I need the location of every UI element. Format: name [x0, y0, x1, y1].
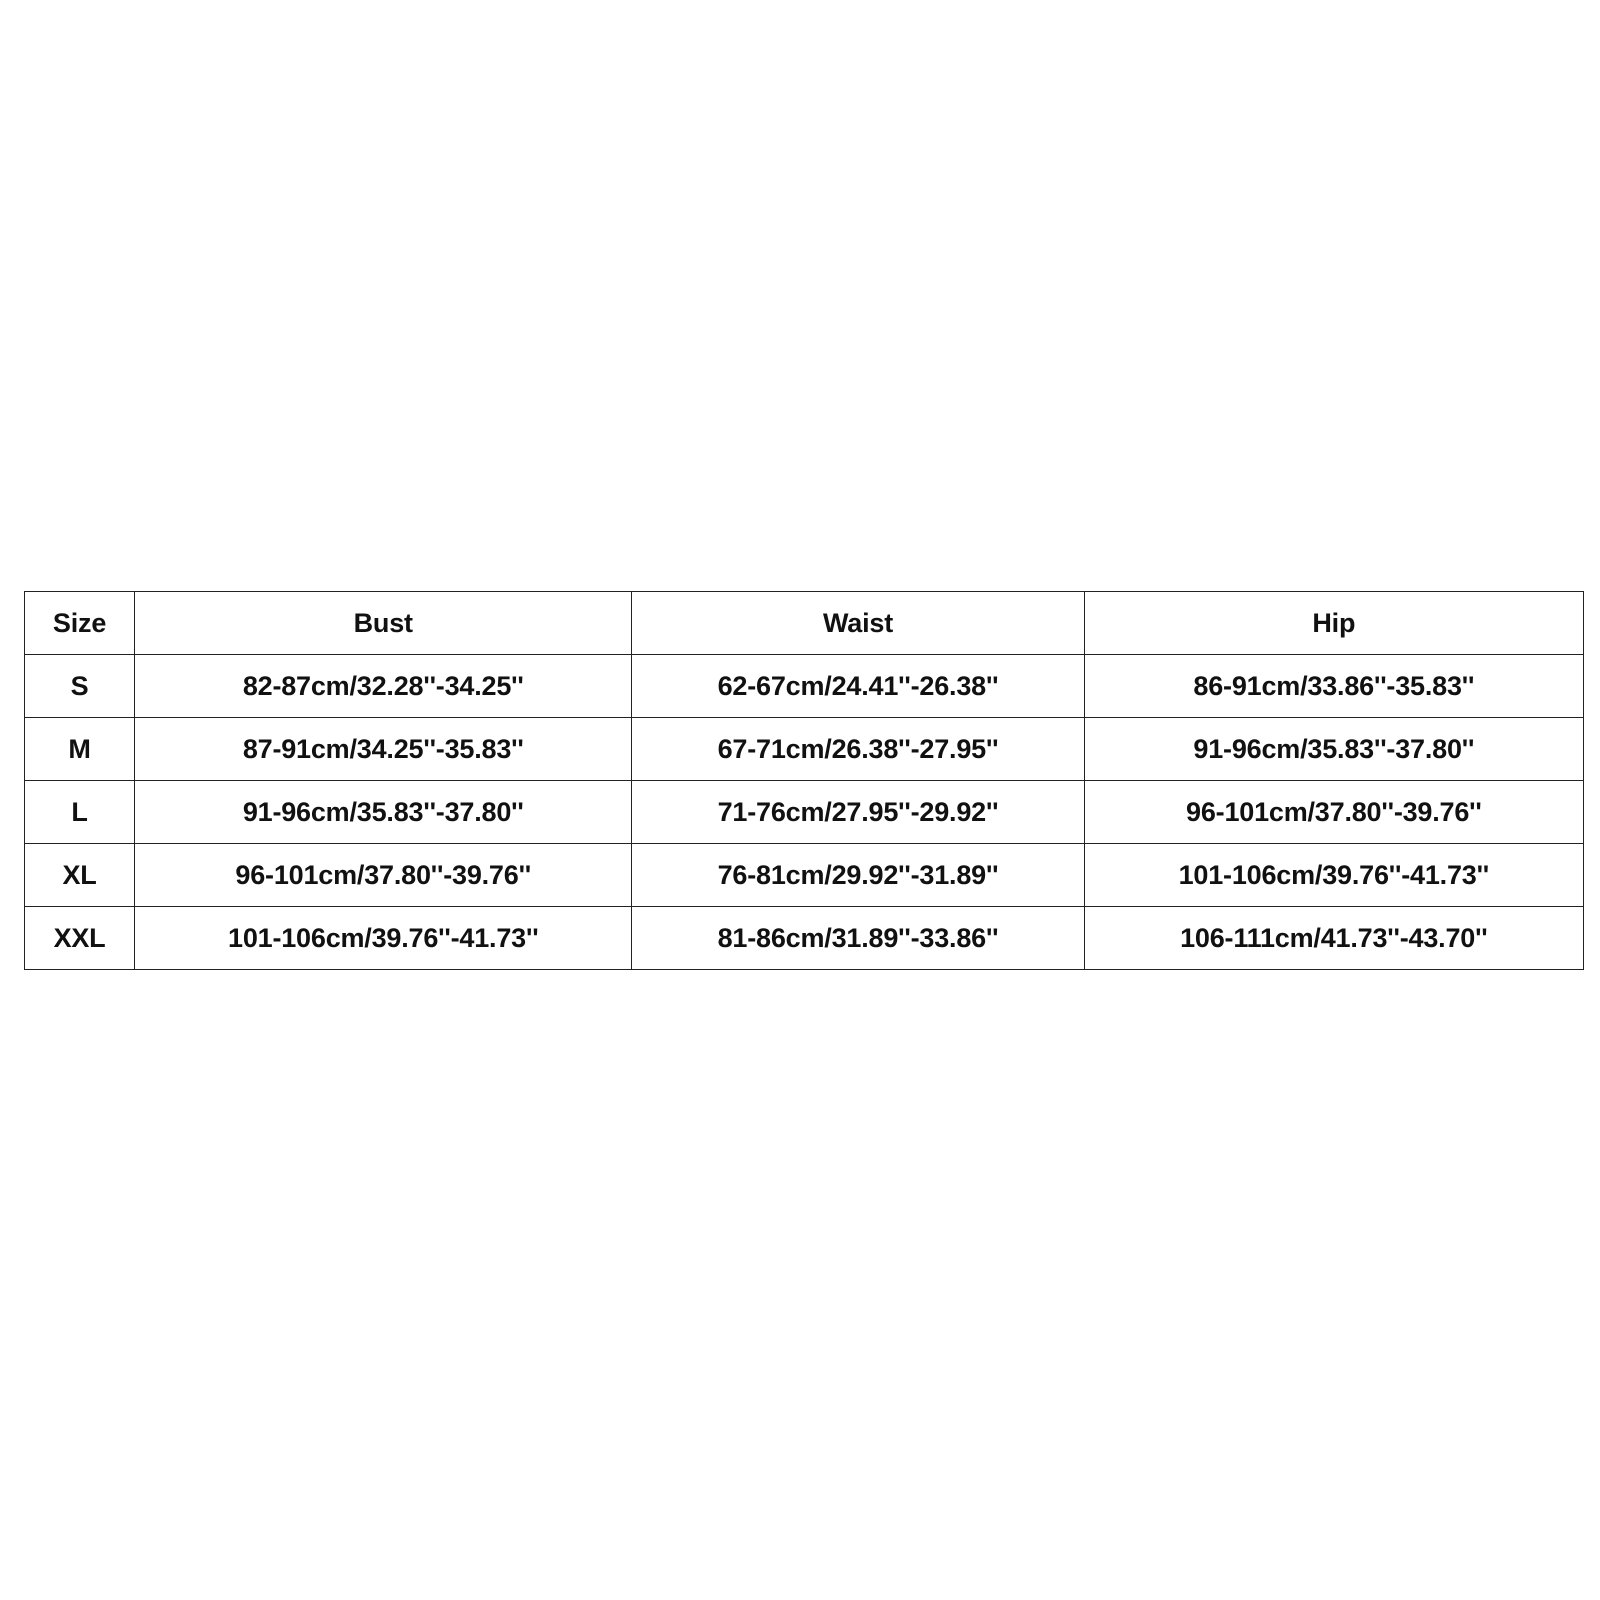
header-bust: Bust [135, 592, 632, 655]
bust-cell: 96-101cm/37.80''-39.76'' [135, 844, 632, 907]
size-cell: L [25, 781, 135, 844]
hip-cell: 86-91cm/33.86''-35.83'' [1084, 655, 1583, 718]
table-row [25, 655, 1584, 718]
size-cell: M [25, 718, 135, 781]
hip-cell: 96-101cm/37.80''-39.76'' [1084, 781, 1583, 844]
header-hip: Hip [1084, 592, 1583, 655]
bust-cell: 87-91cm/34.25''-35.83'' [135, 718, 632, 781]
header-waist: Waist [632, 592, 1084, 655]
table-row [25, 844, 1584, 907]
bust-cell: 82-87cm/32.28''-34.25'' [135, 655, 632, 718]
waist-cell: 62-67cm/24.41''-26.38'' [632, 655, 1084, 718]
table-row [25, 718, 1584, 781]
waist-cell: 71-76cm/27.95''-29.92'' [632, 781, 1084, 844]
size-chart-table [24, 591, 1584, 970]
waist-cell: 76-81cm/29.92''-31.89'' [632, 844, 1084, 907]
hip-cell: 106-111cm/41.73''-43.70'' [1084, 907, 1583, 970]
table-header-row [25, 592, 1584, 655]
header-size: Size [25, 592, 135, 655]
size-cell: XXL [25, 907, 135, 970]
size-cell: S [25, 655, 135, 718]
table-row [25, 781, 1584, 844]
size-cell: XL [25, 844, 135, 907]
bust-cell: 101-106cm/39.76''-41.73'' [135, 907, 632, 970]
waist-cell: 81-86cm/31.89''-33.86'' [632, 907, 1084, 970]
bust-cell: 91-96cm/35.83''-37.80'' [135, 781, 632, 844]
waist-cell: 67-71cm/26.38''-27.95'' [632, 718, 1084, 781]
hip-cell: 101-106cm/39.76''-41.73'' [1084, 844, 1583, 907]
table-row [25, 907, 1584, 970]
hip-cell: 91-96cm/35.83''-37.80'' [1084, 718, 1583, 781]
